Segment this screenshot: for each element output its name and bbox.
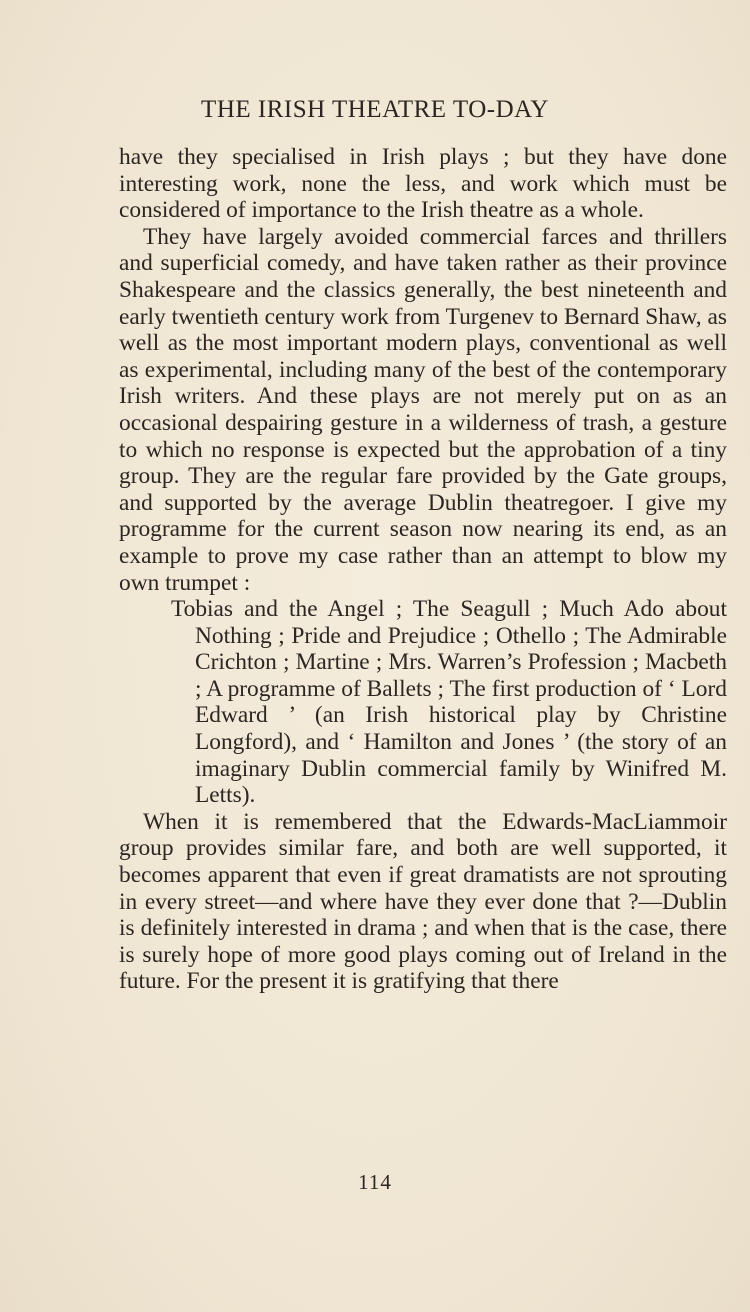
paragraph-program-intro: They have largely avoided commercial farces and thrillers and superficial comedy, and have taken rather as their province Shakespeare and the classics generally, the best nineteenth and early twentieth century work from Turgenev to Bernard Shaw, as well as the most important modern plays, conventional as well as experimental, including many of the best of the contemporary Irish writers. And these plays are not merely put on as an occasional despairing gesture in a wilderness of trash, a gesture to which no response is expected but the approbation of a tiny group. They are the regular fare provided by the Gate groups, and supported by the average Dublin theatregoer. I give my programme for the current season now nearing its end, as an example to prove my case rather than an attempt to blow my own trumpet : (119, 223, 727, 596)
paragraph-continuation: have they specialised in Irish plays ; but they have done interesting work, none the less, and work which must be considered of importance to the Irish theatre as a whole. (119, 144, 727, 224)
page-number: 114 (358, 1170, 392, 1194)
running-head: THE IRISH THEATRE TO-DAY (201, 96, 549, 123)
page-body (119, 144, 727, 995)
paragraph-conclusion: When it is remembered that the Edwards-MacLiammoir group provides similar fare, and both are well supported, it becomes apparent that even if great dramatists are not sprouting in every street—and where have they ever done that ?—Dublin is definitely interested in drama ; and when that is the case, there is surely hope of more good plays coming out of Ireland in the future. For the present it is gratifying that there (119, 808, 727, 995)
programme-list: Tobias and the Angel ; The Seagull ; Much Ado about Nothing ; Pride and Prejudice ; Othello ; The Admirable Crichton ; Martine ; Mrs. Warren’s Profession ; Macbeth ; A programme of Ballets ; The first production of ‘ Lord Edward ’ (an Irish historical play by Christine Longford), and ‘ Hamilton and Jones ’ (the story of an imaginary Dublin commercial family by Winifred M. Letts). (171, 596, 727, 809)
